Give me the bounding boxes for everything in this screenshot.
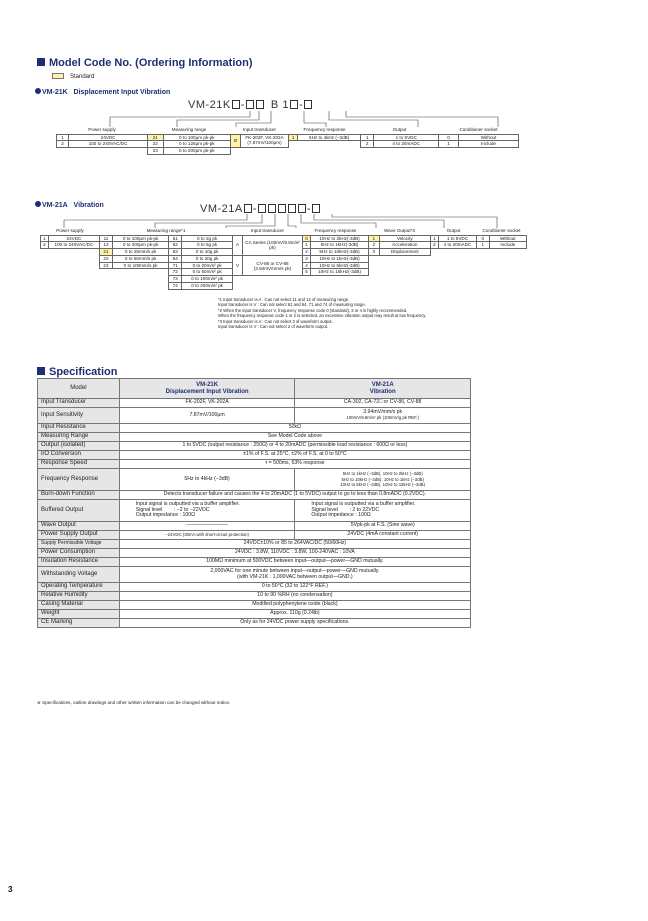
- vm21k-heading-model: VM-21K: [42, 89, 68, 96]
- spec-value: 0 to 50°C (32 to 122°F REF.): [119, 583, 470, 592]
- spec-label: I/O Conversion: [38, 451, 120, 460]
- spec-value: 7.87mV/100μm: [119, 408, 295, 424]
- spec-value: Output impedance : 100Ω: [135, 512, 196, 519]
- table-row: [41, 255, 527, 262]
- code-box: [244, 204, 252, 213]
- spec-value: (with VM-21K : 1,000VAC between output—GND.): [237, 573, 353, 580]
- freq-value: 5Hz to 10kHz(-3dB): [311, 249, 369, 256]
- range-value: 0 to 100m/s² pk: [182, 276, 233, 283]
- note-line: *2 When the input transducer V, frequency response code 0 (standard), 3 or 4 is highly recommended.: [218, 307, 408, 313]
- range-value: 0 to 50m/s² pk: [182, 269, 233, 276]
- socket-code: 1: [439, 141, 459, 148]
- spec-label: Response Speed: [38, 460, 120, 469]
- spec-value: Input signal is outputted via a buffer amplifier.: [311, 501, 416, 508]
- vm21a-heading-model: VM-21A: [42, 202, 68, 209]
- table-row: [38, 442, 471, 451]
- spec-value: 100MΩ minimum at 500VDC between input—output—power—GND mutually.: [119, 558, 470, 567]
- spec-label: Measuring Range: [38, 433, 120, 442]
- transducer-value: CA Series (100mV/9.8m/s² pk): [243, 235, 303, 255]
- code-box: [278, 204, 286, 213]
- spec-value: 50kΩ: [119, 424, 470, 433]
- spec-value: Input signal is outputted via a buffer amplifier.: [135, 501, 240, 508]
- note-line: *1 Input transducer is A : Can not select 11 and 12 of measuring range.: [218, 297, 350, 302]
- transducer-code: V: [233, 255, 243, 275]
- range-code: 61: [169, 235, 182, 242]
- spec-label: Input Transducer: [38, 399, 120, 408]
- power-value: 24VDC: [48, 235, 99, 242]
- output-value: 1 to 5VDC: [438, 235, 476, 242]
- spec-value: 5Hz to 10kHz (−3dB), 10Hz to 1kHz (−3dB): [341, 476, 424, 482]
- spec-value: 100mV/9.8m/s² pk (100mV/g pk REF.): [346, 414, 419, 420]
- standard-label: Standard: [70, 74, 95, 80]
- specification-table: [37, 378, 471, 628]
- spec-value: Signal level : −2 to −22VDC: [135, 506, 210, 513]
- output-value: 4 to 20mADC: [374, 141, 439, 148]
- spec-value: −24VDC (30mA with short-circuit protection): [119, 531, 295, 540]
- spec-value: Output impedance : 100Ω: [311, 512, 371, 519]
- table-row: [38, 460, 471, 469]
- table-row: [38, 424, 471, 433]
- table-row: [41, 276, 527, 283]
- vm21a-header-freq: Frequency response: [303, 228, 369, 235]
- wave-code: 3: [369, 249, 380, 256]
- freq-code: 1: [289, 134, 298, 141]
- vm21k-header-transducer: Input transducer: [231, 127, 289, 134]
- spec-value: 5Vpk-pk at F.S. (Sine wave): [295, 522, 471, 531]
- vm21a-desc: Vibration: [369, 388, 396, 395]
- vm21a-heading-desc: Vibration: [73, 202, 104, 209]
- wave-code: 1: [369, 235, 380, 242]
- table-row: [38, 619, 471, 628]
- spec-label: Relative Humidity: [38, 592, 120, 601]
- code-box: [312, 204, 320, 213]
- spec-value: Detects transducer failure and causes the 4 to 20mADC (1 to 5VDC) output to go to less than 0.8mADC (0.2VDC).: [119, 491, 470, 500]
- socket-value: Include: [489, 242, 526, 249]
- wave-value: Displacement: [379, 249, 430, 256]
- table-row: [38, 522, 471, 531]
- range-code: 22: [100, 255, 113, 262]
- spec-value: 5Hz to 1kHz (−3dB), 10Hz to 2kHz (−3dB): [342, 471, 423, 477]
- vm21k-header-range: Measuring range: [148, 127, 231, 134]
- range-code: 21: [100, 249, 113, 256]
- range-value: 0 to 100μm pk-pk: [163, 134, 230, 141]
- spec-value: 10Hz to 5kHz (−3dB), 10Hz to 15kHz (−3dB): [340, 482, 426, 488]
- spec-value: τ = 500ms, 63% response: [119, 460, 470, 469]
- range-value: 0 to 100μm pk-pk: [112, 235, 168, 242]
- transducer-code: A: [233, 235, 243, 255]
- table-row: [38, 610, 471, 619]
- vm21k-header-power: Power supply: [57, 127, 148, 134]
- vm21a-header-socket: Conditioner socket: [477, 228, 527, 235]
- specification-title: Specification: [49, 366, 118, 378]
- spec-value: 24VDC±10% or 85 to 264VAC/DC (50/60Hz): [119, 540, 470, 549]
- vm21a-header-power: Power supply: [41, 228, 100, 235]
- code-box: [288, 204, 296, 213]
- table-row: [38, 433, 471, 442]
- vm21k-model: VM-21K: [196, 382, 219, 389]
- vm21k-code-string: VM-21K - B 1 -: [188, 99, 313, 111]
- output-code: 2: [431, 242, 439, 249]
- spec-label: Operating Temperature: [38, 583, 120, 592]
- range-value: 0 to 10g pk: [182, 249, 233, 256]
- table-row: [38, 558, 471, 567]
- freq-code: 0: [303, 235, 311, 242]
- range-value: 0 to 5g pk: [182, 242, 233, 249]
- table-row: [38, 592, 471, 601]
- freq-code: 4: [303, 262, 311, 269]
- vm21a-header-transducer: Input transducer: [233, 228, 303, 235]
- power-value: 24VDC: [69, 134, 148, 141]
- table-row: [38, 540, 471, 549]
- range-code: 23: [100, 262, 113, 269]
- freq-value: 5Hz to 4kHz (−3dB): [298, 134, 361, 141]
- spec-label: Input Sensitivity: [38, 408, 120, 424]
- wave-value: Velocity: [379, 235, 430, 242]
- spec-label: Burn-down Function: [38, 491, 120, 500]
- table-row: [57, 148, 519, 155]
- vm21a-code-string: VM-21A - -: [200, 203, 321, 215]
- power-code: 1: [41, 235, 49, 242]
- range-code: 23: [148, 148, 164, 155]
- socket-value: Without: [489, 235, 526, 242]
- freq-value: 10Hz to 15kHz(-3dB): [311, 269, 369, 276]
- spec-label: Insulation Resistance: [38, 558, 120, 567]
- wave-value: Acceleration: [379, 242, 430, 249]
- code-box: [258, 204, 266, 213]
- spec-value: Signal level : 2 to 22VDC: [311, 506, 380, 513]
- power-value: 100 to 240VAC/DC: [48, 242, 99, 249]
- spec-label: Withstanding Voltage: [38, 567, 120, 583]
- spec-value: 5Hz to 4kHz (−3dB): [119, 469, 295, 491]
- spec-value: Only as for 24VDC power supply specifications.: [119, 619, 470, 628]
- freq-value: 5Hz to 1kHz(-3dB): [311, 242, 369, 249]
- table-row: [38, 399, 471, 408]
- freq-value: 10Hz to 1kHz(-3dB): [311, 255, 369, 262]
- spec-value: 24VDC (4mA constant current): [295, 531, 471, 540]
- vm21a-header-range: Measuring range*1: [100, 228, 233, 235]
- vm21k-code-prefix: VM-21K: [188, 99, 231, 111]
- spec-value: Approx. 110g (0.24lb): [119, 610, 470, 619]
- table-row: [38, 451, 471, 460]
- range-value: 0 to 50mm/s pk: [112, 255, 168, 262]
- spec-value: See Model Code above: [119, 433, 470, 442]
- freq-code: 3: [303, 255, 311, 262]
- vm21a-model: VM-21A: [371, 382, 394, 389]
- socket-code: 0: [477, 235, 490, 242]
- table-row: [38, 379, 471, 399]
- spec-value: 24VDC : 3.8W, 110VDC : 3.8W, 100-240VAC : 10VA: [119, 549, 470, 558]
- code-box: [298, 204, 306, 213]
- spec-footnote: ※ Specifications, outline drawings and other written information can be changed without notice.: [37, 700, 231, 705]
- transducer-code: B: [231, 134, 241, 148]
- spec-value: FK-202F, VK-202A: [119, 399, 295, 408]
- power-code: 2: [57, 141, 69, 148]
- spec-value: Modified polyphenylene oxide (black): [119, 601, 470, 610]
- transducer-value: FK-202F, VK-202A (7.87mV/100μm): [241, 134, 289, 148]
- table-row: [38, 491, 471, 500]
- vm21k-header-freq: Frequency response: [289, 127, 361, 134]
- specification-heading: [37, 366, 117, 378]
- freq-code: 1: [303, 242, 311, 249]
- table-row: [38, 601, 471, 610]
- output-code: 1: [361, 134, 374, 141]
- spec-value: ————————: [119, 522, 295, 531]
- table-row: [38, 408, 471, 424]
- page-number: 3: [8, 885, 13, 894]
- table-row: [41, 235, 527, 242]
- table-row: [38, 549, 471, 558]
- spec-label: Buffered Output: [38, 500, 120, 522]
- range-code: 21: [148, 134, 164, 141]
- range-value: 0 to 200μm pk-pk: [112, 242, 168, 249]
- range-code: 12: [100, 242, 113, 249]
- vm21k-code-fixed: B 1: [270, 99, 289, 111]
- spec-label: Weight: [38, 610, 120, 619]
- spec-value: 3.94mV/mm/s pk: [363, 409, 403, 416]
- range-code: 62: [169, 242, 182, 249]
- range-value: 0 to 100mm/s pk: [112, 262, 168, 269]
- circle-bullet-icon: [35, 201, 41, 207]
- spec-value: 2,000VAC for one minute between input—output—power—GND mutually.: [210, 567, 380, 574]
- table-row: [38, 567, 471, 583]
- note-line: Input transducer is V : Can not select 61 and 64, 71 and 74 of measuring range.: [218, 302, 366, 308]
- range-value: 0 to 25mm/s pk: [112, 249, 168, 256]
- note-line: Input transducer is V : Can not select 2 of waveform output.: [218, 324, 329, 330]
- transducer-value: CV-86 or CV-88 (3.94mV/mm/s pk): [243, 255, 303, 275]
- range-code: 22: [148, 141, 164, 148]
- range-code: 63: [169, 249, 182, 256]
- spec-value: 1 to 5VDC (output resistance : 250Ω) or 4 to 20mADC (permissible load resistance : 600Ω or less): [119, 442, 470, 451]
- spec-label: Casing Material: [38, 601, 120, 610]
- freq-code: 2: [303, 249, 311, 256]
- output-code: 1: [431, 235, 439, 242]
- table-row: [41, 283, 527, 290]
- table-row: [38, 583, 471, 592]
- table-row: [38, 500, 471, 522]
- range-value: 0 to 200μm pk-pk: [163, 148, 230, 155]
- spec-value: CA-302, CA-72□ or CV-86, CV-88: [295, 399, 471, 408]
- range-value: 0 to 20g pk: [182, 255, 233, 262]
- range-code: 73: [169, 276, 182, 283]
- output-value: 1 to 5VDC: [374, 134, 439, 141]
- table-row: [38, 469, 471, 491]
- spec-value: ±1% of F.S. at 25°C, ±2% of F.S. at 0 to 50°C: [119, 451, 470, 460]
- range-code: 64: [169, 255, 182, 262]
- socket-value: Without: [459, 134, 519, 141]
- square-bullet-icon: [37, 367, 45, 375]
- range-value: 0 to 20m/s² pk: [182, 262, 233, 269]
- range-code: 71: [169, 262, 182, 269]
- vm21a-code-prefix: VM-21A: [200, 203, 243, 215]
- note-line: When the frequency response code 1 or 2 is selected, an excessive vibration output may result at low frequency.: [218, 313, 427, 319]
- spec-label: Power Supply Output: [38, 531, 120, 540]
- model-label: Model: [38, 379, 120, 399]
- range-code: 74: [169, 283, 182, 290]
- power-code: 2: [41, 242, 49, 249]
- spec-label: Power Consumption: [38, 549, 120, 558]
- spec-label: CE Marking: [38, 619, 120, 628]
- output-value: 4 to 20mADC: [438, 242, 476, 249]
- spec-label: Frequency Response: [38, 469, 120, 491]
- socket-code: 1: [477, 242, 490, 249]
- range-value: 0 to 2g pk: [182, 235, 233, 242]
- range-value: 0 to 125μm pk-pk: [163, 141, 230, 148]
- socket-value: Include: [459, 141, 519, 148]
- wave-code: 2: [369, 242, 380, 249]
- vm21a-header-wave: Wave Output*3: [369, 228, 431, 235]
- spec-label: Input Resistance: [38, 424, 120, 433]
- vm21k-header-output: Output: [361, 127, 439, 134]
- spec-label: Output (isolated): [38, 442, 120, 451]
- range-code: 72: [169, 269, 182, 276]
- power-value: 100 to 240VAC/DC: [69, 141, 148, 148]
- model-code-title: Model Code No. (Ordering Information): [49, 57, 253, 69]
- note-line: *3 Input transducer is A : Can not select 3 of waveform output.: [218, 318, 333, 324]
- table-row: [38, 531, 471, 540]
- socket-code: 0: [439, 134, 459, 141]
- code-box: [268, 204, 276, 213]
- vm21a-header-output: Output: [431, 228, 477, 235]
- vm21a-notes: [218, 297, 426, 329]
- vm21a-ordering-table: [40, 228, 527, 290]
- output-code: 2: [361, 141, 374, 148]
- vm21a-heading: [35, 201, 104, 209]
- spec-label: Wave Output: [38, 522, 120, 531]
- freq-code: 5: [303, 269, 311, 276]
- spec-value: 10 to 90 %RH (no condensation): [119, 592, 470, 601]
- range-code: 11: [100, 235, 113, 242]
- freq-value: 10Hz to 2kHz(-3dB): [311, 235, 369, 242]
- freq-value: 10Hz to 5kHz(-3dB): [311, 262, 369, 269]
- vm21k-heading-desc: Displacement Input Vibration: [73, 89, 171, 96]
- range-value: 0 to 200m/s² pk: [182, 283, 233, 290]
- power-code: 1: [57, 134, 69, 141]
- spec-label: Supply Permissible Voltage: [38, 540, 120, 549]
- vm21k-desc: Displacement Input Vibration: [165, 388, 249, 395]
- table-row: [57, 134, 519, 141]
- vm21k-header-socket: Conditioner socket: [439, 127, 519, 134]
- vm21k-ordering-table: [56, 127, 519, 155]
